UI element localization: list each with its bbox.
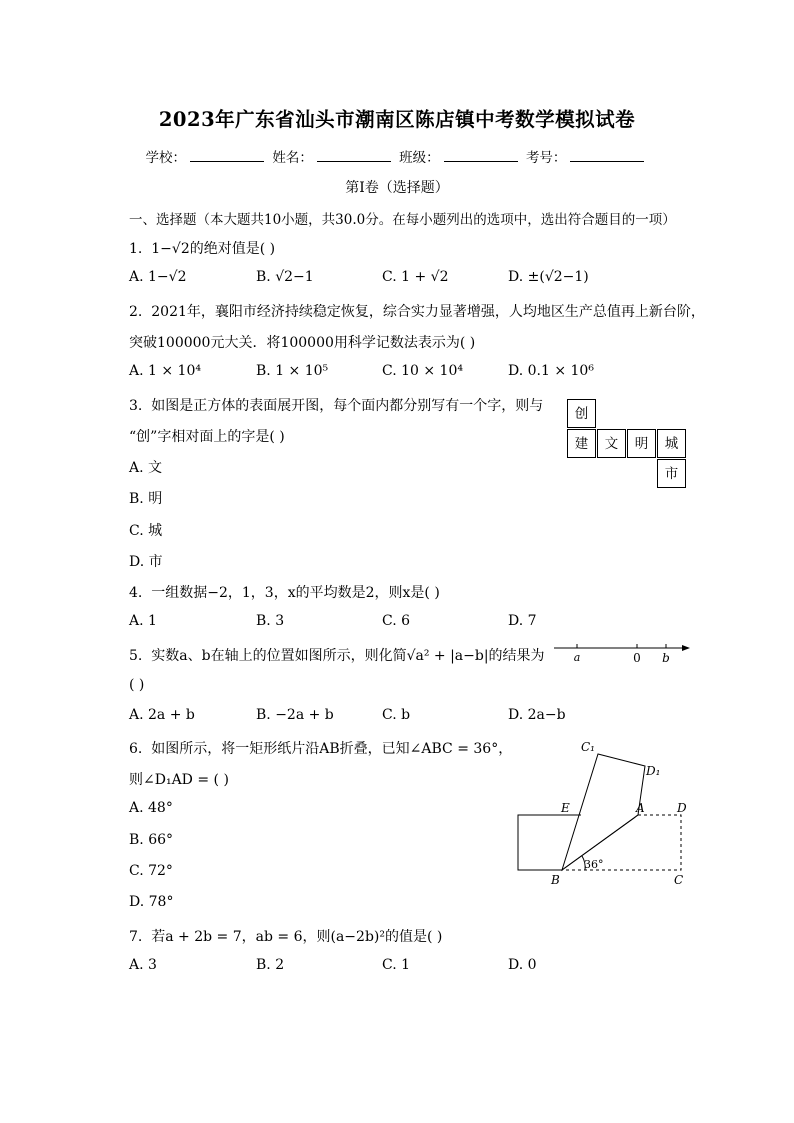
question-number: 5. — [129, 648, 143, 664]
option-d[interactable]: D. 7 — [508, 613, 537, 629]
question-5 — [129, 645, 545, 665]
class-blank[interactable] — [444, 149, 518, 162]
cube-face: 城 — [657, 429, 686, 458]
school-blank[interactable] — [190, 149, 264, 162]
label-b: B — [551, 873, 560, 887]
cube-face: 市 — [657, 459, 686, 488]
option-c[interactable]: C. 城 — [129, 523, 163, 539]
option-a[interactable]: A. 1−√2 — [129, 269, 187, 285]
option-d[interactable]: D. 0.1 × 10⁶ — [508, 363, 594, 379]
question-text: 1−√2的绝对值是( ) — [151, 241, 276, 257]
option-c[interactable]: C. 6 — [382, 613, 411, 629]
school-label: 学校： — [145, 150, 187, 166]
option-b[interactable]: B. 1 × 10⁵ — [256, 363, 329, 379]
option-a[interactable]: A. 1 — [129, 613, 157, 629]
rectangle-folded-dashed — [562, 815, 681, 870]
option-a[interactable]: A. 3 — [129, 957, 157, 973]
question-1 — [129, 238, 275, 258]
folding-figure — [508, 738, 723, 893]
label-e: E — [561, 801, 570, 815]
question-3-line2: “创”字相对面上的字是( ) — [129, 429, 285, 445]
label-b: b — [662, 651, 670, 665]
question-5-line2: ( ) — [129, 677, 145, 693]
option-a[interactable]: A. 48° — [129, 800, 173, 816]
cube-face: 文 — [597, 429, 626, 458]
question-text: 2021年，襄阳市经济持续稳定恢复，综合实力显著增强，人均地区生产总值再上新台阶， — [151, 304, 705, 320]
option-d[interactable]: D. 2a−b — [508, 707, 566, 723]
label-a: A — [636, 801, 645, 815]
question-text: 一组数据−2，1，3，x的平均数是2，则x是( ) — [151, 585, 440, 601]
exam-no-blank[interactable] — [570, 149, 644, 162]
label-c: C — [674, 873, 684, 887]
question-7 — [129, 926, 442, 946]
question-number: 4. — [129, 585, 143, 601]
exam-no-label: 考号： — [525, 150, 567, 166]
question-number: 7. — [129, 929, 143, 945]
option-c[interactable]: C. 1 — [382, 957, 411, 973]
cube-face: 建 — [567, 429, 596, 458]
option-c[interactable]: C. 72° — [129, 863, 173, 879]
question-6-line2: 则∠D₁AD = ( ) — [129, 772, 229, 788]
label-a: a — [573, 651, 581, 664]
class-label: 班级： — [399, 150, 440, 166]
option-d[interactable]: D. 市 — [129, 554, 163, 570]
question-4 — [129, 582, 440, 602]
folded-part — [562, 754, 645, 870]
number-line-figure — [552, 638, 692, 668]
option-b[interactable]: B. 明 — [129, 491, 163, 507]
cube-face: 创 — [567, 399, 596, 428]
angle-label: 36° — [584, 858, 604, 871]
option-b[interactable]: B. 66° — [129, 832, 174, 848]
rectangle-left — [518, 815, 581, 870]
option-a[interactable]: A. 文 — [129, 460, 163, 476]
question-text: 如图是正方体的表面展开图，每个面内都分别写有一个字，则与 — [151, 398, 544, 414]
arrow-icon — [682, 645, 690, 651]
question-text: 如图所示，将一矩形纸片沿AB折叠，已知∠ABC = 36°， — [151, 741, 513, 757]
option-c[interactable]: C. b — [382, 707, 411, 723]
section-heading: 一、选择题（本大题共10小题，共30.0分。在每小题列出的选项中，选出符合题目的一项） — [129, 212, 676, 228]
question-number: 2. — [129, 304, 143, 320]
student-info-row — [0, 146, 794, 166]
question-text: 若a + 2b = 7，ab = 6，则(a−2b)²的值是( ) — [151, 929, 443, 945]
label-d: D — [677, 801, 687, 815]
option-b[interactable]: B. √2−1 — [256, 269, 314, 285]
label-d1: D₁ — [646, 764, 661, 778]
cube-net-figure — [567, 399, 689, 491]
label-c1: C₁ — [581, 740, 595, 754]
option-d[interactable]: D. 78° — [129, 894, 174, 910]
question-2-line2: 突破100000元大关．将100000用科学记数法表示为( ) — [129, 335, 476, 351]
option-b[interactable]: B. −2a + b — [256, 707, 334, 723]
volume-heading: 第Ⅰ卷（选择题） — [345, 180, 449, 196]
question-number: 1. — [129, 241, 143, 257]
name-label: 姓名： — [272, 150, 313, 166]
question-2 — [129, 301, 705, 321]
option-a[interactable]: A. 2a + b — [129, 707, 195, 723]
page-title: 2023年广东省汕头市潮南区陈店镇中考数学模拟试卷 — [158, 108, 636, 131]
question-text: 实数a、b在轴上的位置如图所示，则化简√a² + |a−b|的结果为 — [151, 648, 545, 664]
option-c[interactable]: C. 10 × 10⁴ — [382, 363, 463, 379]
option-c[interactable]: C. 1 + √2 — [382, 269, 449, 285]
name-blank[interactable] — [317, 149, 391, 162]
option-d[interactable]: D. 0 — [508, 957, 537, 973]
question-number: 6. — [129, 741, 143, 757]
option-a[interactable]: A. 1 × 10⁴ — [129, 363, 201, 379]
cube-face: 明 — [627, 429, 656, 458]
question-number: 3. — [129, 398, 143, 414]
option-b[interactable]: B. 3 — [256, 613, 285, 629]
label-zero: 0 — [633, 651, 641, 665]
question-3 — [129, 395, 543, 415]
option-d[interactable]: D. ±(√2−1) — [508, 269, 589, 285]
option-b[interactable]: B. 2 — [256, 957, 285, 973]
question-6 — [129, 738, 512, 758]
